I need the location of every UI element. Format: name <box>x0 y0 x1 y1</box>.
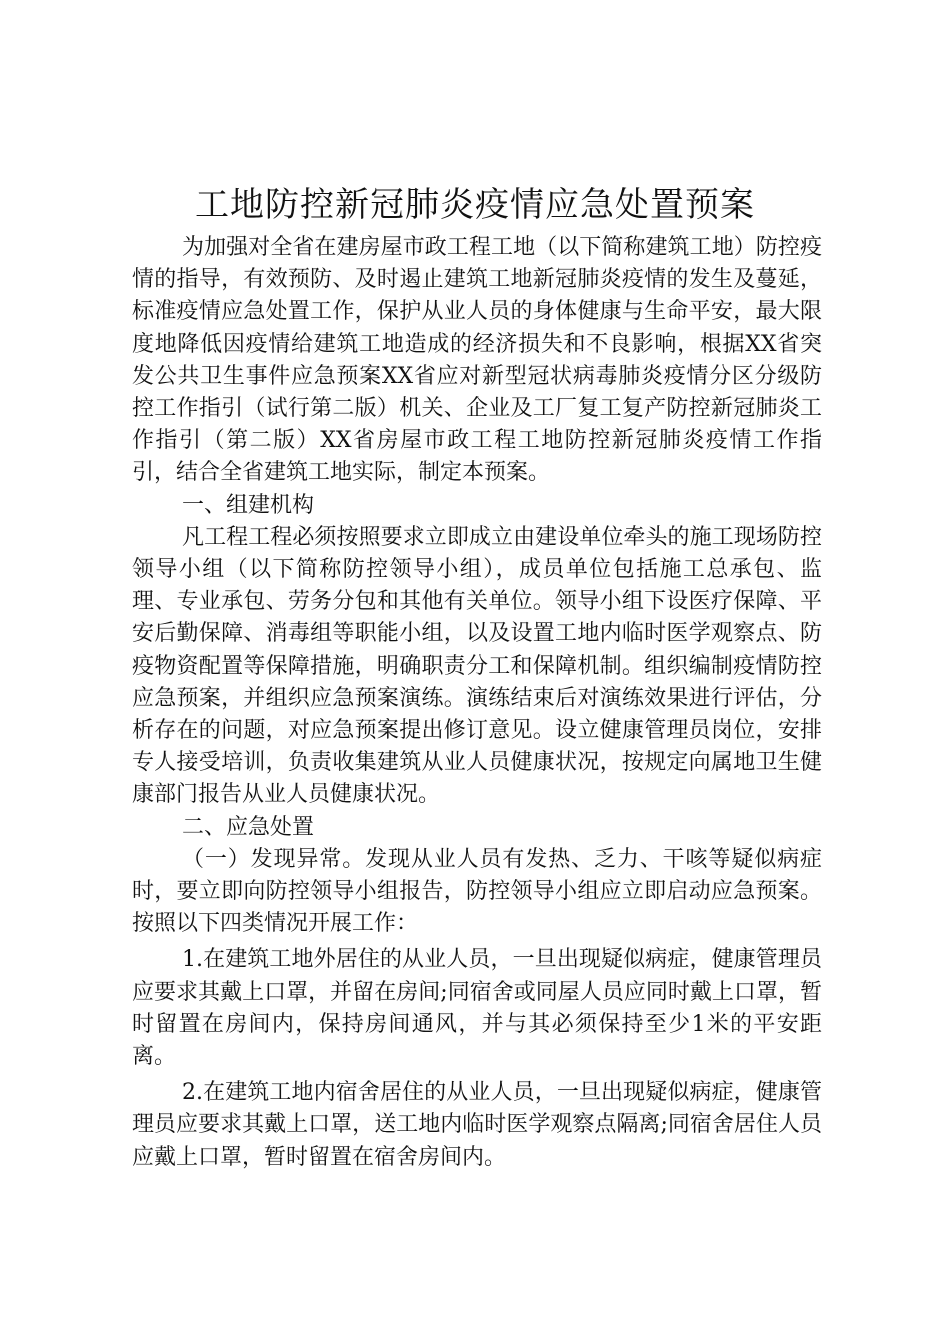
intro-paragraph: 为加强对全省在建房屋市政工程工地（以下简称建筑工地）防控疫情的指导，有效预防、及时遏止建筑工地新冠肺炎疫情的发生及蔓延，标准疫情应急处置工作，保护从业人员的身体健康与生命平安，最大限度地降低因疫情给建筑工地造成的经济损失和不良影响，根据XX省突发公共卫生事件应急预案XX省应对新型冠状病毒肺炎疫情分区分级防控工作指引（试行第二版）机关、企业及工厂复工复产防控新冠肺炎工作指引（第二版）XX省房屋市政工程工地防控新冠肺炎疫情工作指引，结合全省建筑工地实际，制定本预案。 <box>132 235 822 486</box>
section-1-paragraph: 凡工程工程必须按照要求立即成立由建设单位牵头的施工现场防控领导小组（以下简称防控领导小组），成员单位包括施工总承包、监理、专业承包、劳务分包和其他有关单位。领导小组下设医疗保障、平安后勤保障、消毒组等职能小组，以及设置工地内临时医学观察点、防疫物资配置等保障措施，明确职责分工和保障机制。组织编制疫情防控应急预案，并组织应急预案演练。演练结束后对演练效果进行评估，分析存在的问题，对应急预案提出修订意见。设立健康管理员岗位，安排专人接受培训，负责收集建筑从业人员健康状况，按规定向属地卫生健康部门报告从业人员健康状况。 <box>132 524 822 808</box>
document-title: 工地防控新冠肺炎疫情应急处置预案 <box>195 185 755 225</box>
section-1-heading: 一、组建机构 <box>182 492 315 518</box>
list-item-1: 1.在建筑工地外居住的从业人员，一旦出现疑似病症，健康管理员应要求其戴上口罩，并留在房间;同宿舍或同屋人员应同时戴上口罩，暂时留置在房间内，保持房间通风，并与其必须保持至少1米的平安距离。 <box>132 947 822 1070</box>
list-item-2: 2.在建筑工地内宿舍居住的从业人员，一旦出现疑似病症，健康管理员应要求其戴上口罩，送工地内临时医学观察点隔离;同宿舍居住人员应戴上口罩，暂时留置在宿舍房间内。 <box>132 1080 822 1170</box>
section-2-subsection-1: （一）发现异常。发现从业人员有发热、乏力、干咳等疑似病症时，要立即向防控领导小组报告，防控领导小组应立即启动应急预案。按照以下四类情况开展工作： <box>132 846 822 937</box>
section-2-heading: 二、应急处置 <box>182 814 315 840</box>
document-body <box>132 232 822 1174</box>
